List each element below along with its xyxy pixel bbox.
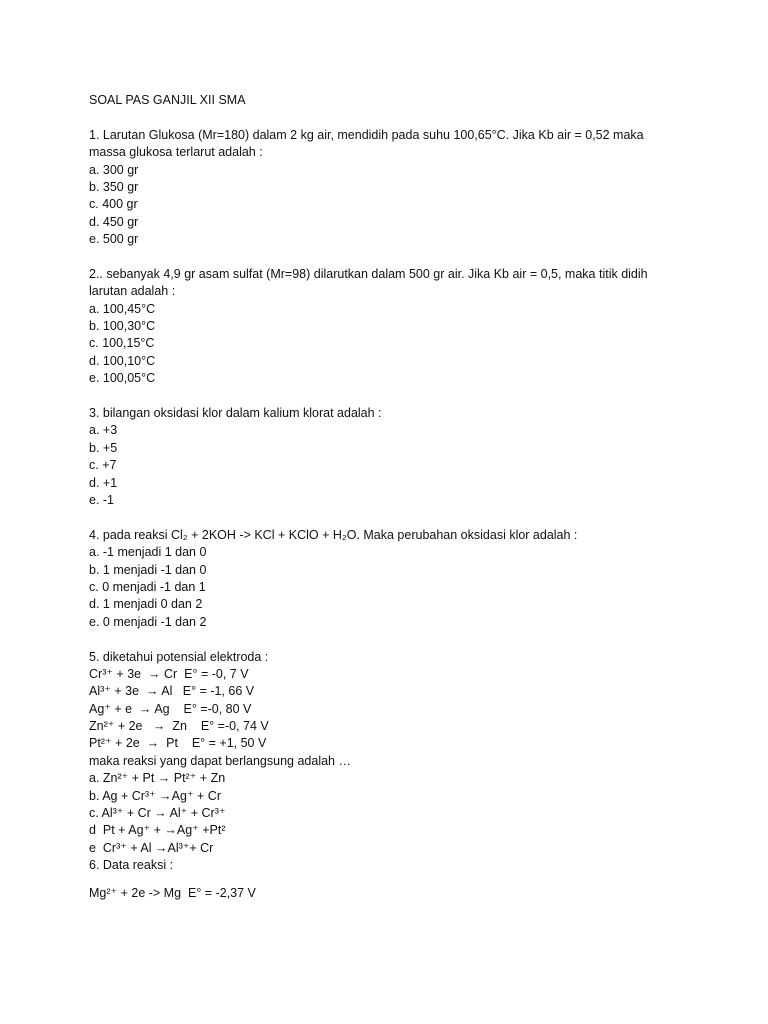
answer-option: b. 100,30°C — [89, 319, 156, 334]
answer-option: b. +5 — [89, 440, 118, 455]
electrode-potential-line: Ag⁺ + e → Ag E° =-0, 80 V — [89, 701, 252, 716]
question-text: 5. diketahui potensial elektroda : — [89, 649, 269, 664]
spacer — [89, 875, 689, 885]
answer-option: d. 100,10°C — [89, 353, 156, 368]
answer-option: a. -1 menjadi 1 dan 0 — [89, 545, 207, 560]
question-text: 1. Larutan Glukosa (Mr=180) dalam 2 kg air, mendidih pada suhu 100,65°C. Jika Kb air = 0,52 maka — [89, 127, 644, 142]
answer-option: c. Al³⁺ + Cr → Al⁺ + Cr³⁺ — [89, 806, 226, 821]
answer-option: e. 500 gr — [89, 232, 139, 247]
question-text: larutan adalah : — [89, 284, 176, 299]
spacer — [89, 249, 689, 266]
spacer — [89, 109, 689, 126]
reaction-data-line: Mg²⁺ + 2e -> Mg E° = -2,37 V — [89, 885, 256, 900]
question-text: 4. pada reaksi Cl₂ + 2KOH -> KCl + KClO + H₂O. Maka perubahan oksidasi klor adalah : — [89, 527, 578, 542]
answer-option: e Cr³⁺ + Al →Al³⁺+ Cr — [89, 840, 214, 855]
answer-option: c. +7 — [89, 458, 117, 473]
answer-option: a. Zn²⁺ + Pt → Pt²⁺ + Zn — [89, 771, 226, 786]
answer-option: d. 1 menjadi 0 dan 2 — [89, 597, 203, 612]
electrode-potential-line: Cr³⁺ + 3e → Cr E° = -0, 7 V — [89, 666, 249, 681]
answer-option: d. 450 gr — [89, 214, 139, 229]
electrode-potential-line: Pt²⁺ + 2e → Pt E° = +1, 50 V — [89, 736, 267, 751]
question-text: 3. bilangan oksidasi klor dalam kalium klorat adalah : — [89, 406, 382, 421]
question-5 — [89, 649, 689, 858]
question-1 — [89, 127, 689, 249]
answer-option: d Pt + Ag⁺ + →Ag⁺ +Pt² — [89, 823, 226, 838]
answer-option: a. 300 gr — [89, 162, 139, 177]
answer-option: e. -1 — [89, 492, 115, 507]
document-title: SOAL PAS GANJIL XII SMA — [89, 93, 246, 107]
answer-option: c. 0 menjadi -1 dan 1 — [89, 579, 206, 594]
question-text: massa glukosa terlarut adalah : — [89, 145, 263, 160]
question-text: 2.. sebanyak 4,9 gr asam sulfat (Mr=98) dilarutkan dalam 500 gr air. Jika Kb air = 0,5, maka titik didih — [89, 266, 648, 281]
question-6 — [89, 857, 689, 902]
question-text: maka reaksi yang dapat berlangsung adalah … — [89, 753, 351, 768]
document-page — [89, 92, 689, 902]
answer-option: b. 350 gr — [89, 179, 139, 194]
spacer — [89, 388, 689, 405]
question-2 — [89, 266, 689, 388]
answer-option: a. 100,45°C — [89, 301, 156, 316]
question-3 — [89, 405, 689, 509]
question-text: 6. Data reaksi : — [89, 858, 174, 873]
answer-option: b. 1 menjadi -1 dan 0 — [89, 562, 207, 577]
question-4 — [89, 527, 689, 631]
answer-option: b. Ag + Cr³⁺ →Ag⁺ + Cr — [89, 788, 221, 803]
answer-option: e. 0 menjadi -1 dan 2 — [89, 614, 207, 629]
electrode-potential-line: Zn²⁺ + 2e → Zn E° =-0, 74 V — [89, 719, 269, 734]
answer-option: a. +3 — [89, 423, 118, 438]
spacer — [89, 631, 689, 648]
answer-option: d. +1 — [89, 475, 118, 490]
electrode-potential-line: Al³⁺ + 3e → Al E° = -1, 66 V — [89, 684, 255, 699]
answer-option: e. 100,05°C — [89, 371, 156, 386]
answer-option: c. 100,15°C — [89, 336, 155, 351]
spacer — [89, 509, 689, 526]
answer-option: c. 400 gr — [89, 197, 138, 212]
